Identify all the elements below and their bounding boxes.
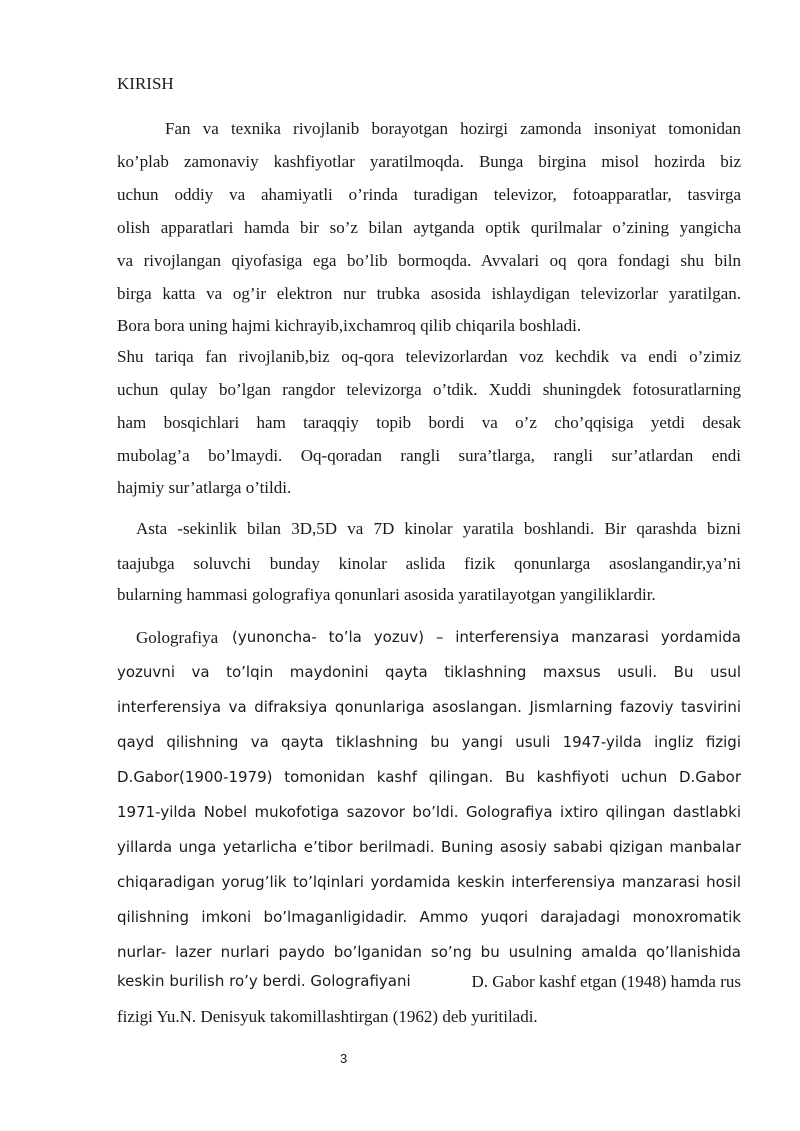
text-line: D. Gabor kashf etgan (1948) hamda rus bbox=[471, 972, 741, 991]
text-line: Asta -sekinlik bilan 3D,5D va 7D kinolar yaratila boshlandi. Bir qarashda bizni bbox=[136, 519, 741, 538]
text-line: nurlar- lazer nurlari paydo bo’lganidan so’ng bu usulning amalda qo’llanishida bbox=[117, 943, 741, 961]
text-line: keskin burilish ro’y berdi. Golografiyani bbox=[117, 972, 411, 990]
text-line: fizigi Yu.N. Denisyuk takomillashtirgan (1962) deb yuritiladi. bbox=[117, 1007, 538, 1026]
text-line: yillarda unga yetarlicha e’tibor berilmadi. Buning asosiy sababi qizigan manbalar bbox=[117, 838, 741, 856]
text-line: uchun oddiy va ahamiyatli o’rinda turadigan televizor, fotoapparatlar, tasvirga bbox=[117, 185, 741, 204]
section-heading: KIRISH bbox=[117, 74, 174, 93]
text-line: qayd qilishning va qayta tiklashning bu yangi usuli 1947-yilda ingliz fizigi bbox=[117, 733, 741, 751]
text-line: mubolag’a bo’lmaydi. Oq-qoradan rangli sura’tlarga, rangli sur’atlardan endi bbox=[117, 446, 741, 465]
text-line: interferensiya va difraksiya qonunlariga asoslangan. Jismlarning fazoviy tasvirini bbox=[117, 698, 741, 716]
text-line: taajubga soluvchi bunday kinolar aslida fizik qonunlarga asoslangandir,ya’ni bbox=[117, 554, 741, 573]
text-line: qilishning imkoni bo’lmaganligidadir. Ammo yuqori darajadagi monoxromatik bbox=[117, 908, 741, 926]
text-line: D.Gabor(1900-1979) tomonidan kashf qilingan. Bu kashfiyoti uchun D.Gabor bbox=[117, 768, 741, 786]
text-line: va rivojlangan qiyofasiga ega bo’lib bormoqda. Avvalari oq qora fondagi shu biln bbox=[117, 251, 741, 270]
text-line: bularning hammasi golografiya qonunlari asosida yaratilayotgan yangiliklardir. bbox=[117, 585, 656, 604]
text-line: ko’plab zamonaviy kashfiyotlar yaratilmoqda. Bunga birgina misol hozirda biz bbox=[117, 152, 741, 171]
text-line: birga katta va og’ir elektron nur trubka asosida ishlaydigan televizorlar yaratilgan. bbox=[117, 284, 741, 303]
text-line: ham bosqichlari ham taraqqiy topib bordi va o’z cho’qqisiga yetdi desak bbox=[117, 413, 741, 432]
term-golografiya: Golografiya bbox=[136, 628, 219, 647]
text-line: yozuvni va to’lqin maydonini qayta tiklashning maxsus usuli. Bu usul bbox=[117, 663, 741, 681]
text-line: (yunoncha- to’la yozuv) – interferensiya manzarasi yordamida bbox=[232, 628, 741, 646]
text-line: Bora bora uning hajmi kichrayib,ixchamroq qilib chiqarila boshladi. bbox=[117, 316, 582, 335]
text-line: 1971-yilda Nobel mukofotiga sazovor bo’ldi. Golografiya ixtiro qilingan dastlabki bbox=[117, 803, 741, 821]
text-line: hajmiy sur’atlarga o’tildi. bbox=[117, 478, 292, 497]
text-line: olish apparatlari hamda bir so’z bilan aytganda optik qurilmalar o’zining yangicha bbox=[117, 218, 741, 237]
text-line: uchun qulay bo’lgan rangdor televizorga o’tdik. Xuddi shuningdek fotosuratlarning bbox=[117, 380, 741, 399]
text-line: Fan va texnika rivojlanib borayotgan hozirgi zamonda insoniyat tomonidan bbox=[165, 119, 741, 138]
text-line: Shu tariqa fan rivojlanib,biz oq-qora televizorlardan voz kechdik va endi o’zimiz bbox=[117, 347, 741, 366]
page-number: 3 bbox=[340, 1051, 348, 1066]
text-line: chiqaradigan yorug’lik to’lqinlari yordamida keskin interferensiya manzarasi hosil bbox=[117, 873, 741, 891]
